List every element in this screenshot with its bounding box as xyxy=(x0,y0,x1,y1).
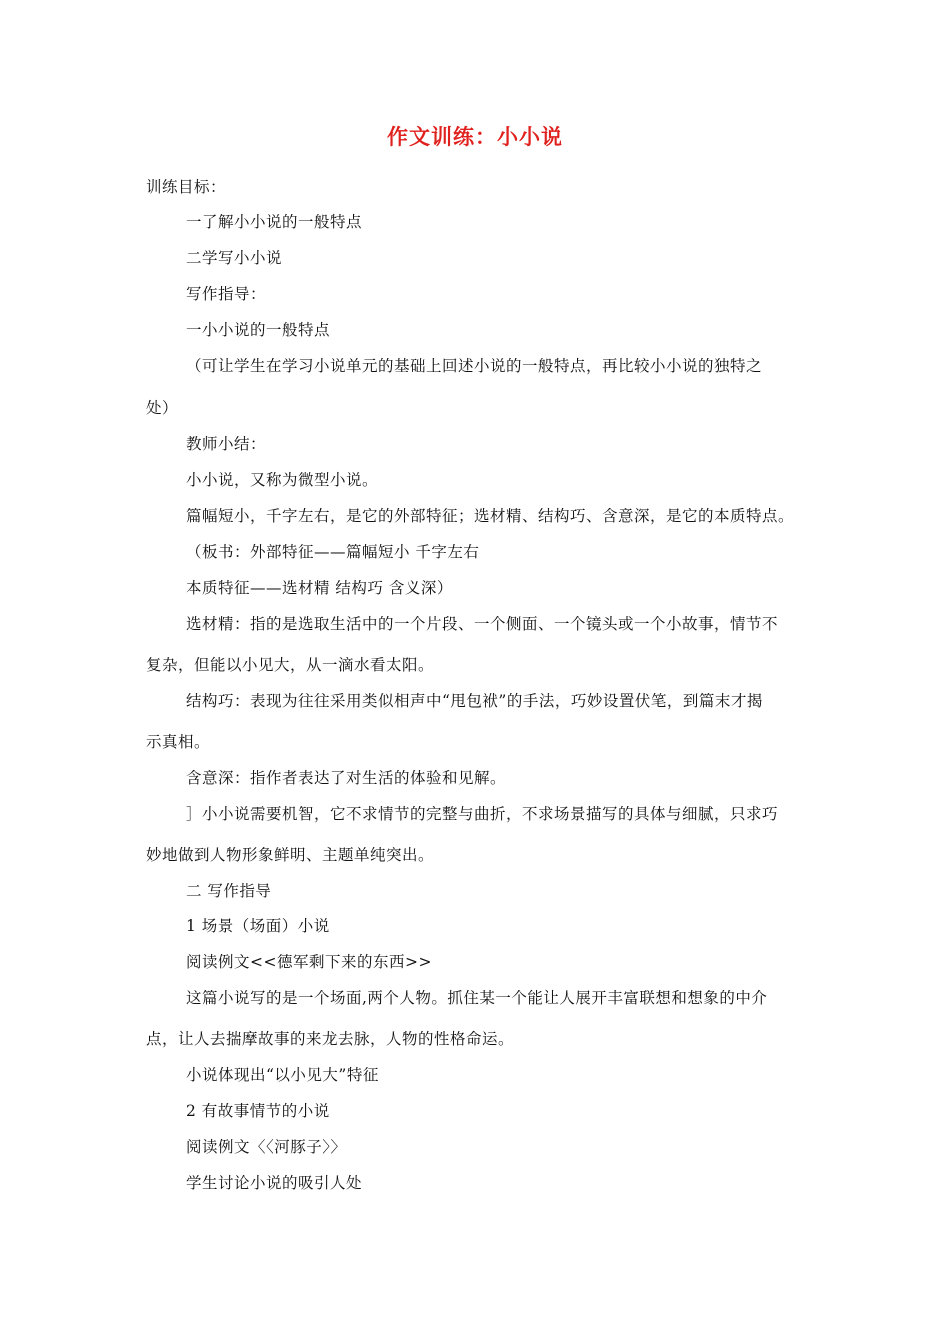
text-line: 1 场景（场面）小说 xyxy=(186,917,330,935)
text-line: （板书：外部特征——篇幅短小 千字左右 xyxy=(186,543,480,561)
text-line: 阅读例文〈〈河豚子〉〉 xyxy=(186,1138,347,1156)
text-line: 点，让人去揣摩故事的来龙去脉，人物的性格命运。 xyxy=(146,1030,515,1048)
text-line: 2 有故事情节的小说 xyxy=(186,1102,330,1120)
text-line: 二学写小小说 xyxy=(186,249,283,267)
text-line: 结构巧：表现为往往采用类似相声中“甩包袱”的手法，巧妙设置伏笔，到篇末才揭 xyxy=(186,692,763,710)
text-line: 含意深：指作者表达了对生活的体验和见解。 xyxy=(186,769,507,787)
text-line: 这篇小说写的是一个场面,两个人物。抓住某一个能让人展开丰富联想和想象的中介 xyxy=(186,989,768,1007)
text-line: 妙地做到人物形象鲜明、主题单纯突出。 xyxy=(146,846,435,864)
text-line: 一了解小小说的一般特点 xyxy=(186,213,363,231)
text-line: 阅读例文<<德军剩下来的东西>> xyxy=(186,953,432,971)
text-line: 本质特征——选材精 结构巧 含义深） xyxy=(186,579,453,597)
text-line: 一小小说的一般特点 xyxy=(186,321,331,339)
text-line: 复杂，但能以小见大，从一滴水看太阳。 xyxy=(146,656,435,674)
text-line: 小说体现出“以小见大”特征 xyxy=(186,1066,379,1084)
text-line: 学生讨论小说的吸引人处 xyxy=(186,1174,363,1192)
text-line: 小小说，又称为微型小说。 xyxy=(186,471,379,489)
text-line: 写作指导： xyxy=(186,285,267,303)
text-line: 示真相。 xyxy=(146,733,211,751)
text-line: 二 写作指导 xyxy=(186,882,272,900)
document-title: 作文训练：小小说 xyxy=(387,125,563,149)
text-line: 选材精：指的是选取生活中的一个片段、一个侧面、一个镜头或一个小故事，情节不 xyxy=(186,615,779,633)
text-line: 教师小结： xyxy=(186,435,267,453)
text-line-training-goals: 训练目标： xyxy=(146,178,227,196)
text-line: ］小小说需要机智，它不求情节的完整与曲折，不求场景描写的具体与细腻，只求巧 xyxy=(186,805,779,823)
text-line: 篇幅短小，千字左右，是它的外部特征；选材精、结构巧、含意深，是它的本质特点。 xyxy=(186,507,795,525)
text-line: （可让学生在学习小说单元的基础上回述小说的一般特点，再比较小小说的独特之 xyxy=(186,357,763,375)
text-line: 处） xyxy=(146,399,179,417)
